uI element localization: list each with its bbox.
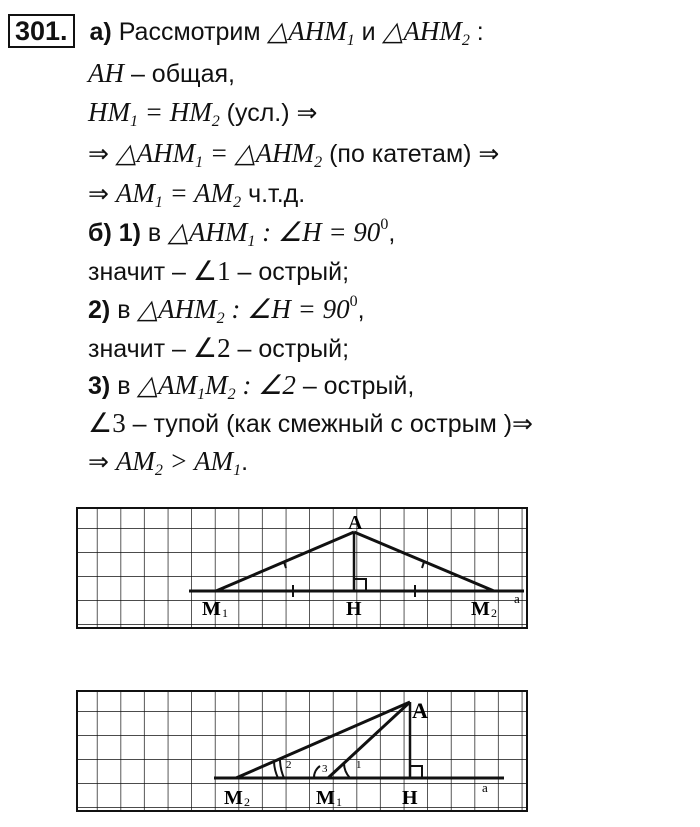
label-m2-sub: 2 (491, 606, 497, 620)
angle-h: : ∠H = 90 (224, 294, 350, 324)
line-5 (88, 176, 305, 211)
am2: AM (115, 446, 155, 476)
part-a-label: а) (89, 18, 112, 46)
angle-2: : ∠2 (235, 370, 296, 400)
tri-ahm2: △AHM (137, 294, 217, 324)
comma: , (388, 219, 396, 247)
label-a: A (412, 698, 428, 723)
acute-text: – острый; (230, 258, 350, 286)
sub-1: 1 (346, 32, 355, 49)
line-11 (88, 406, 533, 441)
sub-1: 1 (195, 154, 204, 171)
colon: : (476, 18, 484, 46)
figure-2 (74, 688, 534, 818)
and-text: и (361, 18, 376, 46)
degree-sup: 0 (349, 293, 358, 310)
line-7 (88, 254, 349, 289)
step-3-label: 3) (88, 372, 111, 400)
am1: AM (115, 178, 155, 208)
qed-text: ч.т.д. (248, 180, 306, 208)
means-text: значит – (88, 335, 193, 363)
implies-symbol: ⇒ (88, 180, 109, 208)
sub-2: 2 (233, 194, 242, 211)
angle-2: ∠2 (192, 333, 231, 363)
means-text: значит – (88, 258, 193, 286)
label-h: H (402, 787, 418, 809)
implies-symbol: ⇒ (478, 140, 500, 168)
condition-text: (усл.) (226, 99, 290, 127)
line-2 (88, 56, 235, 91)
angle-1: ∠1 (192, 256, 231, 286)
sub-1: 1 (154, 194, 163, 211)
label-m2: M (471, 598, 490, 620)
tri-ahm2: = △AHM (203, 138, 315, 168)
label-a: A (348, 512, 363, 534)
in-text: в (117, 296, 131, 324)
acute-text: – острый; (230, 335, 350, 363)
triangle-ahm1: △AHM (267, 16, 347, 46)
grid (77, 508, 527, 628)
period: . (241, 448, 249, 476)
sub-1: 1 (130, 113, 138, 130)
part-b-label: б) 1) (88, 219, 141, 247)
comma: , (357, 296, 365, 324)
tri-am1m2: △AM (137, 370, 198, 400)
problem-number: 301. (8, 14, 75, 48)
line-8 (88, 292, 365, 327)
tri-ahm1: △AHM (168, 217, 248, 247)
label-m1-sub: 1 (222, 606, 228, 620)
label-m1: M (316, 787, 335, 809)
sub-1: 1 (247, 233, 256, 250)
sub-2: 2 (216, 310, 225, 327)
am2: = AM (162, 178, 234, 208)
degree-sup: 0 (380, 216, 389, 233)
sub-2: 2 (211, 113, 220, 130)
m-letter: M (205, 370, 228, 400)
in-text: в (147, 219, 162, 247)
angle-3: ∠3 (88, 408, 126, 438)
line-4 (88, 136, 499, 171)
hm2: = HM (138, 97, 212, 127)
line-1 (8, 14, 484, 49)
obtuse-text: – тупой (как смежный с острым )⇒ (125, 410, 533, 438)
sub-2: 2 (227, 386, 236, 403)
line-9 (88, 331, 349, 366)
label-m2: M (224, 787, 243, 809)
hm1: HM (88, 97, 130, 127)
line-12 (88, 444, 248, 479)
label-m1-sub: 1 (336, 795, 342, 809)
ah-segment: AH (88, 58, 124, 88)
angle-label-2: 2 (286, 759, 292, 771)
sub-1: 1 (233, 462, 242, 479)
sub-2: 2 (154, 462, 163, 479)
label-line-a: a (514, 591, 520, 606)
tri-ahm1: △AHM (115, 138, 196, 168)
sub-1: 1 (197, 386, 206, 403)
legs-text: (по катетам) (329, 140, 472, 168)
sub-2: 2 (461, 32, 470, 49)
label-m1: M (202, 598, 221, 620)
in-text: в (117, 372, 131, 400)
label-line-a: a (482, 780, 488, 795)
sub-2: 2 (314, 154, 323, 171)
step-2-label: 2) (88, 296, 111, 324)
line-10 (88, 368, 414, 403)
triangle-ahm2: △AHM (382, 16, 462, 46)
implies-symbol: ⇒ (88, 140, 109, 168)
intro-text: Рассмотрим (118, 18, 261, 46)
implies-symbol: ⇒ (88, 448, 109, 476)
common-text: – общая, (130, 60, 235, 88)
figure-1 (74, 505, 534, 635)
implies-symbol: ⇒ (296, 99, 318, 127)
line-3 (88, 95, 317, 130)
angle-h: : ∠H = 90 (255, 217, 381, 247)
label-m2-sub: 2 (244, 795, 250, 809)
line-6 (88, 215, 395, 250)
grid (77, 691, 527, 811)
acute-text: – острый, (295, 372, 415, 400)
angle-label-3: 3 (322, 763, 328, 775)
label-h: H (346, 598, 362, 620)
am1: > AM (162, 446, 234, 476)
angle-label-1: 1 (356, 759, 362, 771)
